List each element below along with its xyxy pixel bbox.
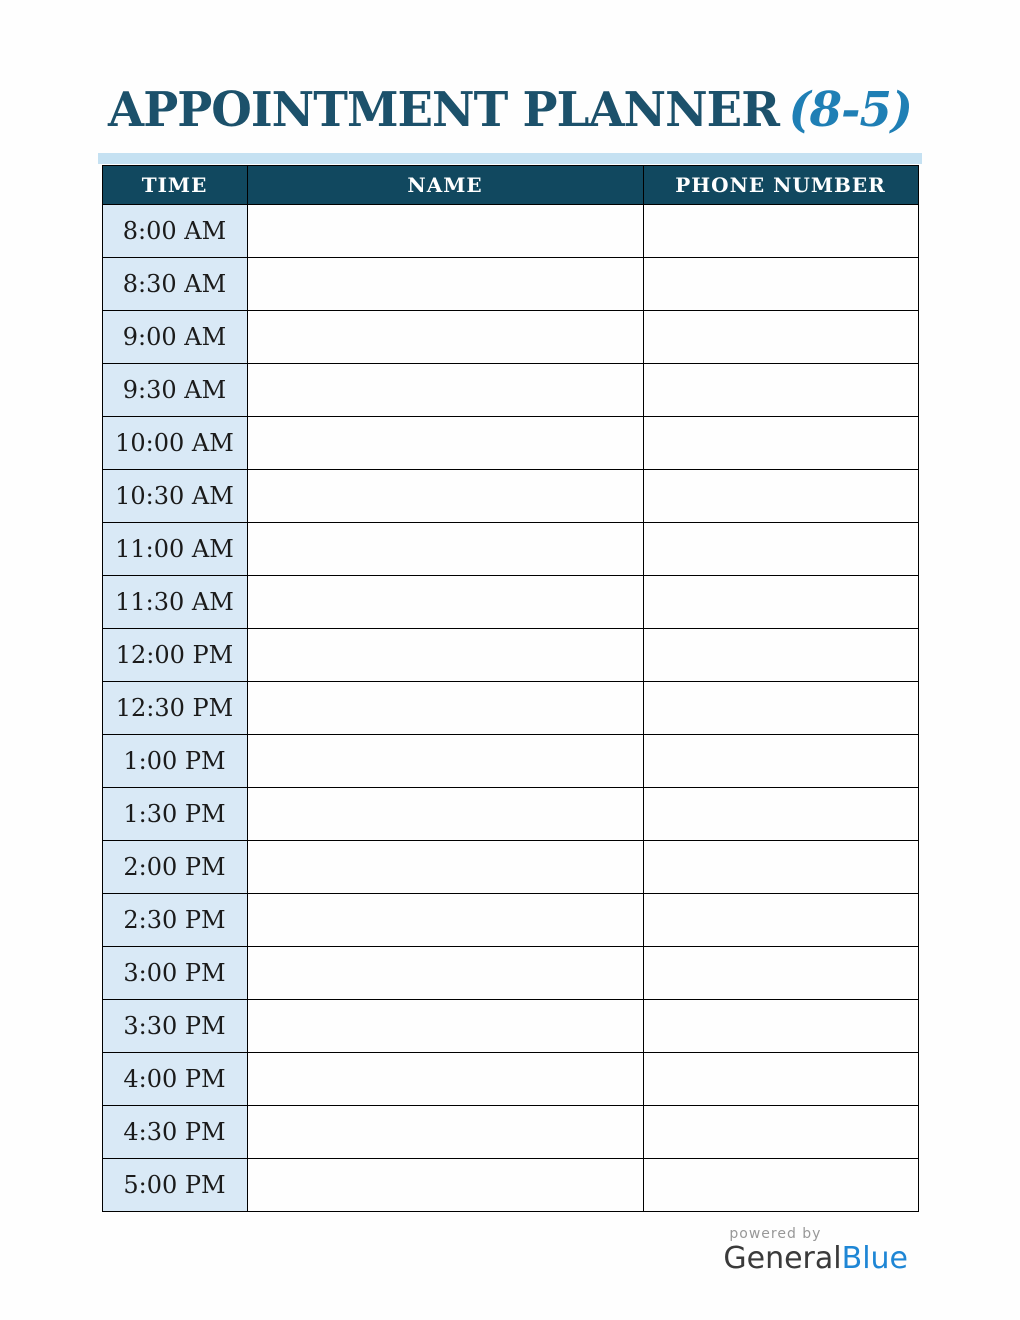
powered-by-label: powered by — [729, 1225, 822, 1242]
time-cell: 10:30 AM — [102, 469, 247, 522]
name-cell[interactable] — [247, 893, 643, 946]
phone-cell[interactable] — [643, 416, 918, 469]
time-cell: 4:00 PM — [102, 1052, 247, 1105]
phone-cell[interactable] — [643, 575, 918, 628]
table-row — [102, 310, 918, 363]
footer — [102, 1226, 918, 1277]
name-cell[interactable] — [247, 1158, 643, 1211]
title-main: APPOINTMENT PLANNER — [108, 82, 779, 138]
phone-cell[interactable] — [643, 1105, 918, 1158]
brand-logo — [723, 1226, 918, 1277]
page-title — [15, 0, 1004, 137]
phone-cell[interactable] — [643, 734, 918, 787]
time-cell: 9:00 AM — [102, 310, 247, 363]
name-cell[interactable] — [247, 310, 643, 363]
table-row — [102, 1052, 918, 1105]
time-cell: 10:00 AM — [102, 416, 247, 469]
name-cell[interactable] — [247, 840, 643, 893]
name-cell[interactable] — [247, 999, 643, 1052]
table-row — [102, 946, 918, 999]
phone-cell[interactable] — [643, 522, 918, 575]
phone-cell[interactable] — [643, 681, 918, 734]
name-cell[interactable] — [247, 946, 643, 999]
col-header-name: NAME — [247, 165, 643, 204]
accent-bar — [98, 153, 922, 164]
time-cell: 1:30 PM — [102, 787, 247, 840]
time-cell: 8:30 AM — [102, 257, 247, 310]
name-cell[interactable] — [247, 628, 643, 681]
table-row — [102, 1105, 918, 1158]
name-cell[interactable] — [247, 416, 643, 469]
name-cell[interactable] — [247, 204, 643, 257]
phone-cell[interactable] — [643, 946, 918, 999]
col-header-time: TIME — [102, 165, 247, 204]
table-row — [102, 416, 918, 469]
name-cell[interactable] — [247, 734, 643, 787]
name-cell[interactable] — [247, 1052, 643, 1105]
appointment-table — [102, 165, 919, 1212]
phone-cell[interactable] — [643, 999, 918, 1052]
name-cell[interactable] — [247, 787, 643, 840]
name-cell[interactable] — [247, 1105, 643, 1158]
phone-cell[interactable] — [643, 628, 918, 681]
table-row — [102, 893, 918, 946]
phone-cell[interactable] — [643, 363, 918, 416]
table-row — [102, 204, 918, 257]
table-row — [102, 257, 918, 310]
name-cell[interactable] — [247, 363, 643, 416]
time-cell: 12:30 PM — [102, 681, 247, 734]
phone-cell[interactable] — [643, 257, 918, 310]
table-row — [102, 628, 918, 681]
time-cell: 5:00 PM — [102, 1158, 247, 1211]
name-cell[interactable] — [247, 257, 643, 310]
time-cell: 2:00 PM — [102, 840, 247, 893]
brand-wordmark — [723, 1242, 908, 1277]
name-cell[interactable] — [247, 469, 643, 522]
phone-cell[interactable] — [643, 787, 918, 840]
phone-cell[interactable] — [643, 310, 918, 363]
name-cell[interactable] — [247, 522, 643, 575]
table-row — [102, 840, 918, 893]
name-cell[interactable] — [247, 681, 643, 734]
time-cell: 12:00 PM — [102, 628, 247, 681]
table-row — [102, 469, 918, 522]
phone-cell[interactable] — [643, 204, 918, 257]
time-cell: 8:00 AM — [102, 204, 247, 257]
brand-blue: Blue — [841, 1240, 908, 1276]
table-row — [102, 522, 918, 575]
table-row — [102, 734, 918, 787]
time-cell: 3:00 PM — [102, 946, 247, 999]
time-cell: 1:00 PM — [102, 734, 247, 787]
name-cell[interactable] — [247, 575, 643, 628]
table-row — [102, 787, 918, 840]
table-row — [102, 575, 918, 628]
time-cell: 2:30 PM — [102, 893, 247, 946]
title-suffix: (8-5) — [788, 82, 912, 138]
phone-cell[interactable] — [643, 1052, 918, 1105]
phone-cell[interactable] — [643, 469, 918, 522]
time-cell: 3:30 PM — [102, 999, 247, 1052]
header-row — [102, 165, 918, 204]
time-cell: 11:00 AM — [102, 522, 247, 575]
time-cell: 9:30 AM — [102, 363, 247, 416]
table-row — [102, 1158, 918, 1211]
table-row — [102, 681, 918, 734]
phone-cell[interactable] — [643, 893, 918, 946]
phone-cell[interactable] — [643, 840, 918, 893]
table-row — [102, 363, 918, 416]
time-cell: 4:30 PM — [102, 1105, 247, 1158]
brand-general: General — [723, 1240, 842, 1276]
phone-cell[interactable] — [643, 1158, 918, 1211]
time-cell: 11:30 AM — [102, 575, 247, 628]
table-row — [102, 999, 918, 1052]
col-header-phone: PHONE NUMBER — [643, 165, 918, 204]
